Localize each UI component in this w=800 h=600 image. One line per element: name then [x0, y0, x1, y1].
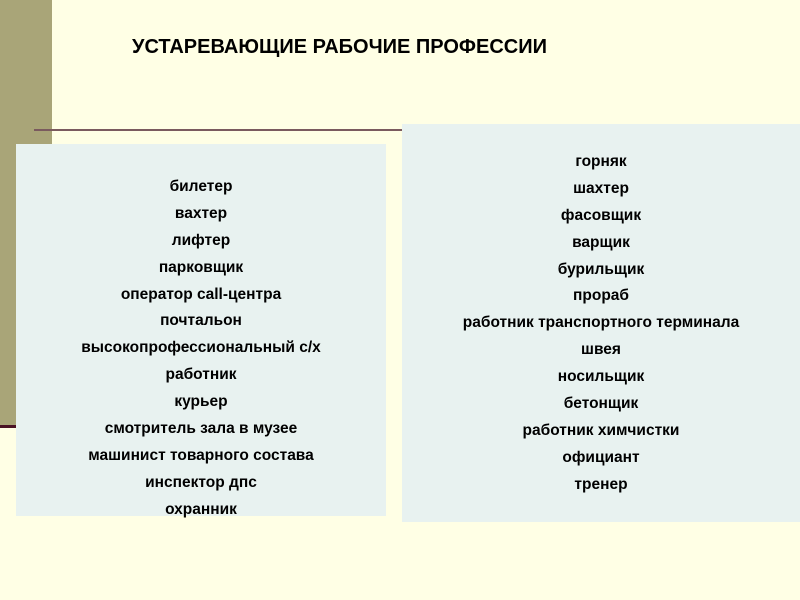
list-item: работник транспортного терминала — [462, 314, 740, 332]
list-item: охранник — [165, 500, 237, 518]
left-professions-panel — [16, 144, 386, 516]
list-item: оператор call-центра — [120, 285, 282, 303]
list-item: шахтер — [573, 179, 629, 197]
list-item: фасовщик — [560, 206, 642, 224]
right-professions-list — [402, 149, 800, 499]
list-item: бетонщик — [563, 395, 639, 413]
list-item: курьер — [174, 393, 228, 411]
list-item: варщик — [572, 233, 630, 251]
list-item: парковщик — [158, 258, 244, 276]
list-item: инспектор дпс — [145, 473, 257, 491]
list-item: официант — [562, 448, 640, 466]
list-item: почтальон — [160, 312, 242, 330]
list-item: горняк — [575, 153, 627, 170]
list-item: швея — [581, 341, 621, 359]
slide-title: УСТАРЕВАЮЩИЕ РАБОЧИЕ ПРОФЕССИИ — [132, 36, 547, 58]
list-item: работник — [165, 366, 237, 384]
list-item: билетер — [169, 178, 233, 195]
list-item: машинист товарного состава — [88, 446, 314, 464]
list-item: вахтер — [174, 204, 228, 222]
list-item: высокопрофессиональный с/х — [81, 339, 321, 357]
decorative-bottom-line — [0, 425, 16, 428]
right-professions-panel — [402, 124, 800, 522]
left-professions-list — [16, 174, 386, 524]
list-item: носильщик — [557, 368, 645, 386]
list-item: бурильщик — [557, 260, 645, 278]
list-item: работник химчистки — [522, 421, 680, 439]
list-item: смотритель зала в музее — [104, 420, 298, 438]
list-item: лифтер — [171, 231, 231, 249]
list-item: тренер — [574, 475, 628, 493]
list-item: прораб — [573, 287, 629, 305]
